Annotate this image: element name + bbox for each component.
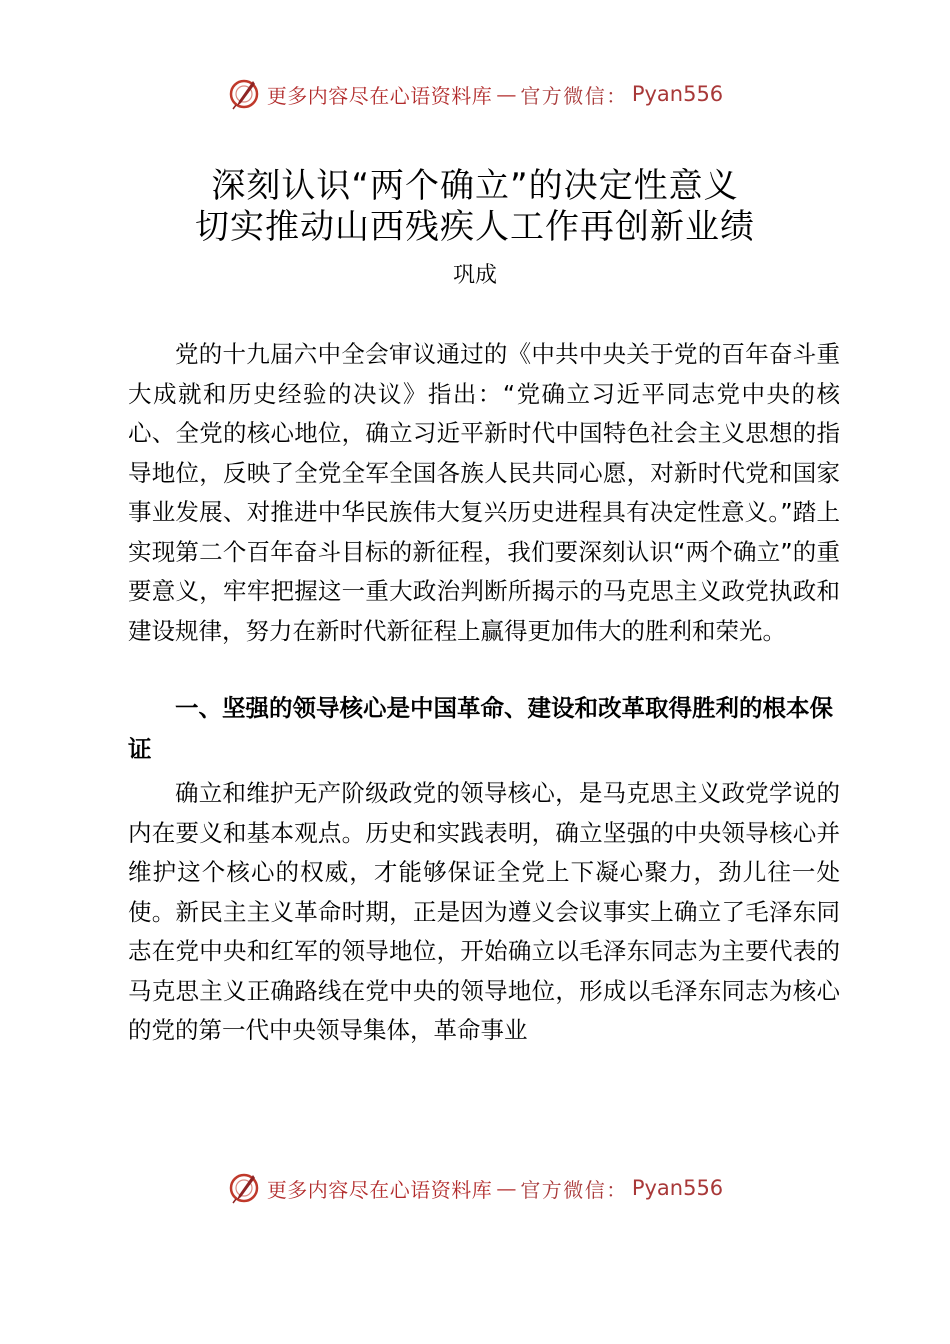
section-heading-1: 一、坚强的领导核心是中国革命、建设和改革取得胜利的根本保证 — [128, 694, 833, 763]
footer-watermark — [0, 1166, 950, 1210]
document-title-line-1: 深刻认识“两个确立”的决定性意义 — [211, 166, 739, 206]
quill-pen-seal-icon — [227, 1171, 261, 1205]
quill-pen-seal-icon — [227, 77, 261, 111]
watermark-dash: — — [496, 1176, 517, 1200]
watermark-wechat-handle: Pyan556 — [631, 1176, 724, 1200]
watermark-dash: — — [496, 82, 517, 106]
watermark-title: 更多内容尽在心语资料库 — [266, 83, 493, 108]
watermark-wechat-label: 官方微信： — [520, 83, 628, 108]
body-paragraph-2: 确立和维护无产阶级政党的领导核心，是马克思主义政党学说的内在要义和基本观点。历史和实践表明，确立坚强的中央领导核心并维护这个核心的权威，才能够保证全党上下凝心聚力，劲儿往一处使。新民主主义革命时期，正是因为遵义会议事实上确立了毛泽东同志在党中央和红军的领导地位，开始确立以毛泽东同志为主要代表的马克思主义正确路线在党中央的领导地位，形成以毛泽东同志为核心的党的第一代中央领导集体，革命事业 — [128, 779, 840, 1044]
watermark-wechat-handle: Pyan556 — [631, 82, 724, 106]
watermark-wechat-label: 官方微信： — [520, 1177, 628, 1202]
watermark-title: 更多内容尽在心语资料库 — [266, 1177, 493, 1202]
document-title-line-2: 切实推动山西残疾人工作再创新业绩 — [195, 207, 755, 247]
document-author: 巩成 — [452, 263, 497, 288]
body-paragraph-1: 党的十九届六中全会审议通过的《中共中央关于党的百年奋斗重大成就和历史经验的决议》指出：“党确立习近平同志党中央的核心、全党的核心地位，确立习近平新时代中国特色社会主义思想的指导地位，反映了全党全军全国各族人民共同心愿，对新时代党和国家事业发展、对推进中华民族伟大复兴历史进程具有决定性意义。”踏上实现第二个百年奋斗目标的新征程，我们要深刻认识“两个确立”的重要意义，牢牢把握这一重大政治判断所揭示的马克思主义政党执政和建设规律，努力在新时代新征程上赢得更加伟大的胜利和荣光。 — [128, 340, 840, 645]
header-watermark — [0, 72, 950, 116]
